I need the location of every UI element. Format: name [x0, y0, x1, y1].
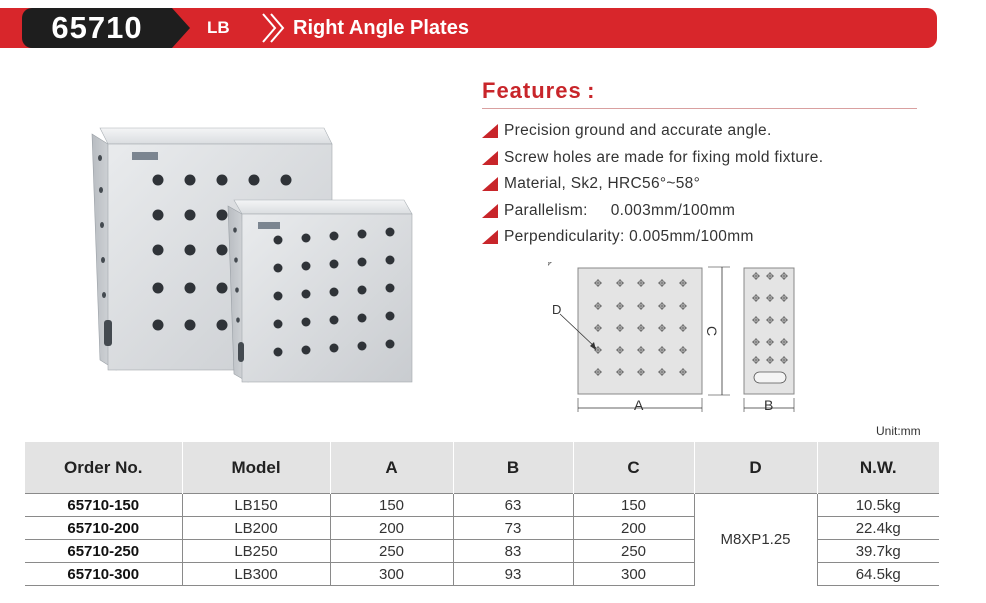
cell-model: LB250 [182, 540, 330, 563]
feature-text: Material, Sk2, HRC56°~58° [504, 175, 701, 192]
small-plate-face [242, 214, 412, 382]
unit-label: Unit:mm [876, 424, 921, 438]
cell-d: M8XP1.25 [694, 494, 817, 586]
cell-order: 65710-150 [25, 494, 182, 517]
cell-nw: 64.5kg [817, 563, 939, 586]
features-divider [482, 108, 917, 109]
chevron-right-icon [271, 14, 283, 42]
small-plate-top [234, 200, 412, 214]
feature-item [482, 228, 823, 255]
cell-a: 250 [330, 540, 453, 563]
header-nw: N.W. [817, 442, 939, 494]
feature-item [482, 122, 823, 149]
header-order-no: Order No. [25, 442, 182, 494]
cell-model: LB300 [182, 563, 330, 586]
cell-order: 65710-200 [25, 517, 182, 540]
features-list [482, 122, 823, 255]
cell-a: 150 [330, 494, 453, 517]
table-row [25, 494, 939, 517]
logo-plate [132, 152, 158, 160]
feature-text: Precision ground and accurate angle. [504, 122, 772, 139]
logo-plate [258, 222, 280, 229]
table-header-row [25, 442, 939, 494]
page-title: Right Angle Plates [293, 17, 469, 39]
cell-b: 83 [453, 540, 573, 563]
product-code: 65710 [51, 10, 143, 45]
feature-item [482, 149, 823, 176]
cell-a: 300 [330, 563, 453, 586]
product-photo [88, 120, 428, 390]
header-a: A [330, 442, 453, 494]
large-plate-top [100, 128, 332, 144]
feature-item [482, 202, 823, 229]
cell-model: LB150 [182, 494, 330, 517]
triangle-bullet-icon [482, 230, 498, 244]
label-b: B [764, 397, 774, 413]
cell-b: 73 [453, 517, 573, 540]
chevron-right-icon [263, 14, 275, 42]
side-slot [754, 372, 786, 383]
cell-order: 65710-300 [25, 563, 182, 586]
front-view [578, 268, 702, 394]
header-model: Model [182, 442, 330, 494]
cell-c: 200 [573, 517, 694, 540]
triangle-bullet-icon [482, 177, 498, 191]
features-title: Features : [482, 78, 596, 103]
cell-c: 150 [573, 494, 694, 517]
triangle-bullet-icon [482, 124, 498, 138]
label-a: A [634, 397, 644, 413]
feature-text: Parallelism: 0.003mm/100mm [504, 201, 736, 219]
triangle-bullet-icon [482, 151, 498, 165]
feature-item [482, 175, 823, 202]
feature-text: Screw holes are made for fixing mold fixture. [504, 148, 824, 166]
header-c: C [573, 442, 694, 494]
spec-table [25, 442, 939, 586]
front-view-holes [548, 262, 552, 266]
feature-text: Perpendicularity: 0.005mm/100mm [504, 228, 754, 245]
header-d: D [694, 442, 817, 494]
cell-b: 93 [453, 563, 573, 586]
series-code: LB [207, 18, 230, 37]
technical-diagram [548, 262, 818, 422]
label-d: D [552, 302, 562, 317]
cell-nw: 22.4kg [817, 517, 939, 540]
code-arrow-icon [172, 8, 190, 48]
cell-nw: 10.5kg [817, 494, 939, 517]
cell-c: 250 [573, 540, 694, 563]
triangle-bullet-icon [482, 204, 498, 218]
cell-nw: 39.7kg [817, 540, 939, 563]
cell-b: 63 [453, 494, 573, 517]
label-c: C [704, 326, 720, 337]
cell-order: 65710-250 [25, 540, 182, 563]
cell-c: 300 [573, 563, 694, 586]
cell-model: LB200 [182, 517, 330, 540]
cell-a: 200 [330, 517, 453, 540]
header-b: B [453, 442, 573, 494]
